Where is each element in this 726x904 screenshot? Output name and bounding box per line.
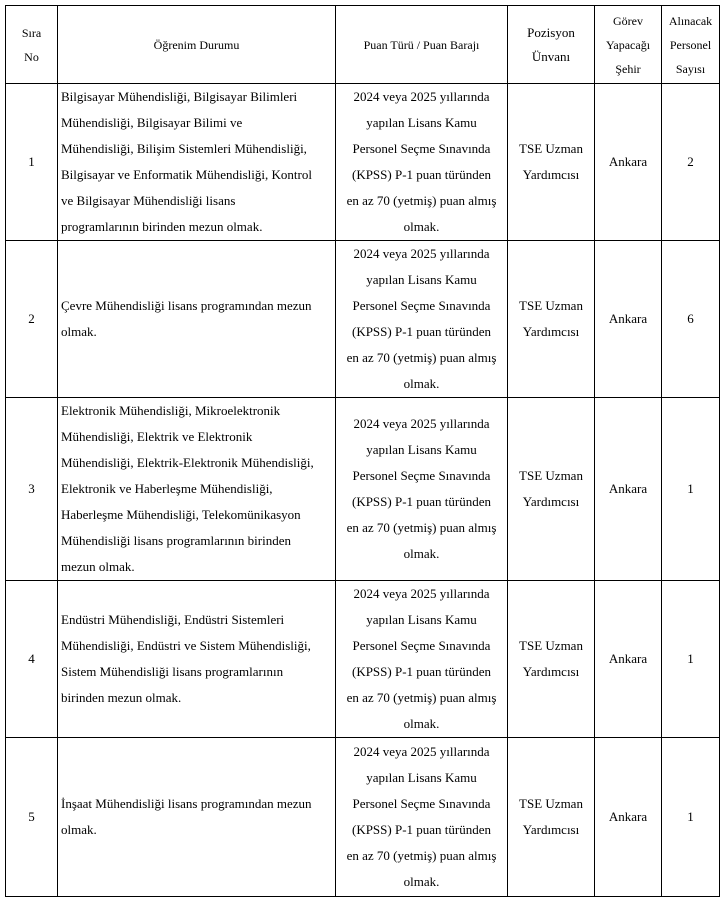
- row-city: Ankara: [595, 84, 662, 241]
- header-city-line: Yapacağı: [605, 37, 651, 52]
- education-line: Elektronik Mühendisliği, Mikroelektronik: [61, 403, 281, 418]
- row-position: [508, 398, 595, 581]
- row-count: 6: [662, 241, 720, 398]
- positions-table: [5, 5, 720, 897]
- row-position: [508, 84, 595, 241]
- row-count: 1: [662, 738, 720, 897]
- score-line: yapılan Lisans Kamu: [366, 612, 477, 627]
- education-line: Mühendisliği, Endüstri ve Sistem Mühendisliği,: [61, 638, 311, 653]
- row-score: [336, 241, 508, 398]
- education-line: Elektronik ve Haberleşme Mühendisliği,: [61, 481, 273, 496]
- education-line: Mühendisliği, Bilgisayar Bilimi ve: [61, 115, 243, 130]
- score-line: 2024 veya 2025 yıllarında: [353, 89, 490, 104]
- education-line: Bilgisayar ve Enformatik Mühendisliği, Kontrol: [61, 167, 312, 182]
- row-education: [58, 398, 336, 581]
- education-line: birinden mezun olmak.: [61, 690, 182, 705]
- education-line: programlarının birinden mezun olmak.: [61, 219, 263, 234]
- education-line: Sistem Mühendisliği lisans programlarının: [61, 664, 284, 679]
- table-header: [6, 6, 720, 84]
- header-count: [662, 6, 720, 84]
- position-line: Yardımcısı: [522, 167, 580, 182]
- row-score: [336, 398, 508, 581]
- score-line: 2024 veya 2025 yıllarında: [353, 416, 490, 431]
- row-no: 5: [6, 738, 58, 897]
- score-line: olmak.: [403, 546, 440, 561]
- score-line: (KPSS) P-1 puan türünden: [351, 324, 492, 339]
- position-line: TSE Uzman: [519, 141, 583, 156]
- score-line: (KPSS) P-1 puan türünden: [351, 664, 492, 679]
- row-count: 1: [662, 581, 720, 738]
- education-line: mezun olmak.: [61, 559, 135, 574]
- header-no-line: Sıra: [21, 25, 42, 40]
- score-line: Personel Seçme Sınavında: [352, 141, 491, 156]
- header-city-line: Şehir: [615, 61, 641, 76]
- row-score: [336, 84, 508, 241]
- education-line: Mühendisliği lisans programlarının birinden: [61, 533, 291, 548]
- score-line: olmak.: [403, 376, 440, 391]
- score-line: Personel Seçme Sınavında: [352, 796, 491, 811]
- position-line: TSE Uzman: [519, 796, 583, 811]
- row-education: [58, 241, 336, 398]
- row-education: [58, 738, 336, 897]
- row-education: [58, 581, 336, 738]
- row-score: [336, 738, 508, 897]
- position-line: Yardımcısı: [522, 664, 580, 679]
- header-score: Puan Türü / Puan Barajı: [336, 6, 508, 84]
- header-city-line: Görev: [613, 13, 643, 28]
- position-line: Yardımcısı: [522, 494, 580, 509]
- score-line: olmak.: [403, 219, 440, 234]
- table-row: [6, 84, 720, 241]
- position-line: TSE Uzman: [519, 468, 583, 483]
- row-no: 2: [6, 241, 58, 398]
- score-line: (KPSS) P-1 puan türünden: [351, 494, 492, 509]
- row-position: [508, 738, 595, 897]
- position-line: Yardımcısı: [522, 822, 580, 837]
- score-line: yapılan Lisans Kamu: [366, 442, 477, 457]
- position-line: TSE Uzman: [519, 638, 583, 653]
- header-no-line: No: [24, 49, 39, 64]
- table-row: [6, 241, 720, 398]
- header-count-line: Personel: [669, 37, 712, 52]
- education-line: Bilgisayar Mühendisliği, Bilgisayar Bilimleri: [61, 89, 298, 104]
- score-line: 2024 veya 2025 yıllarında: [353, 586, 490, 601]
- row-score: [336, 581, 508, 738]
- score-line: en az 70 (yetmiş) puan almış: [346, 848, 497, 863]
- score-line: yapılan Lisans Kamu: [366, 272, 477, 287]
- header-city: [595, 6, 662, 84]
- score-line: Personel Seçme Sınavında: [352, 468, 491, 483]
- position-line: Yardımcısı: [522, 324, 580, 339]
- education-line: olmak.: [61, 324, 97, 339]
- score-line: olmak.: [403, 874, 440, 889]
- score-line: Personel Seçme Sınavında: [352, 638, 491, 653]
- row-city: Ankara: [595, 398, 662, 581]
- education-line: Çevre Mühendisliği lisans programından mezun: [61, 298, 312, 313]
- education-line: Mühendisliği, Bilişim Sistemleri Mühendisliği,: [61, 141, 307, 156]
- score-line: en az 70 (yetmiş) puan almış: [346, 520, 497, 535]
- row-position: [508, 241, 595, 398]
- education-line: Endüstri Mühendisliği, Endüstri Sistemleri: [61, 612, 285, 627]
- row-no: 1: [6, 84, 58, 241]
- row-education: [58, 84, 336, 241]
- education-line: Haberleşme Mühendisliği, Telekomünikasyon: [61, 507, 301, 522]
- header-count-line: Sayısı: [675, 61, 706, 76]
- row-city: Ankara: [595, 241, 662, 398]
- education-line: Mühendisliği, Elektrik ve Elektronik: [61, 429, 253, 444]
- score-line: en az 70 (yetmiş) puan almış: [346, 193, 497, 208]
- header-row: [6, 6, 720, 84]
- table-row: [6, 738, 720, 897]
- row-count: 2: [662, 84, 720, 241]
- score-line: Personel Seçme Sınavında: [352, 298, 491, 313]
- row-city: Ankara: [595, 738, 662, 897]
- header-education: Öğrenim Durumu: [58, 6, 336, 84]
- table-row: [6, 398, 720, 581]
- education-line: İnşaat Mühendisliği lisans programından mezun: [61, 796, 312, 811]
- score-line: (KPSS) P-1 puan türünden: [351, 822, 492, 837]
- row-no: 4: [6, 581, 58, 738]
- education-line: olmak.: [61, 822, 97, 837]
- header-no: [6, 6, 58, 84]
- score-line: en az 70 (yetmiş) puan almış: [346, 690, 497, 705]
- education-line: Mühendisliği, Elektrik-Elektronik Mühendisliği,: [61, 455, 314, 470]
- table-row: [6, 581, 720, 738]
- header-count-line: Alınacak: [668, 13, 713, 28]
- score-line: 2024 veya 2025 yıllarında: [353, 744, 490, 759]
- score-line: en az 70 (yetmiş) puan almış: [346, 350, 497, 365]
- table-body: [6, 84, 720, 897]
- education-line: ve Bilgisayar Mühendisliği lisans: [61, 193, 236, 208]
- score-line: (KPSS) P-1 puan türünden: [351, 167, 492, 182]
- row-city: Ankara: [595, 581, 662, 738]
- score-line: 2024 veya 2025 yıllarında: [353, 246, 490, 261]
- row-no: 3: [6, 398, 58, 581]
- position-line: TSE Uzman: [519, 298, 583, 313]
- score-line: yapılan Lisans Kamu: [366, 115, 477, 130]
- row-position: [508, 581, 595, 738]
- header-position: [508, 6, 595, 84]
- row-count: 1: [662, 398, 720, 581]
- header-position-line: Pozisyon: [527, 24, 575, 40]
- score-line: olmak.: [403, 716, 440, 731]
- score-line: yapılan Lisans Kamu: [366, 770, 477, 785]
- header-position-line: Ünvanı: [531, 48, 571, 64]
